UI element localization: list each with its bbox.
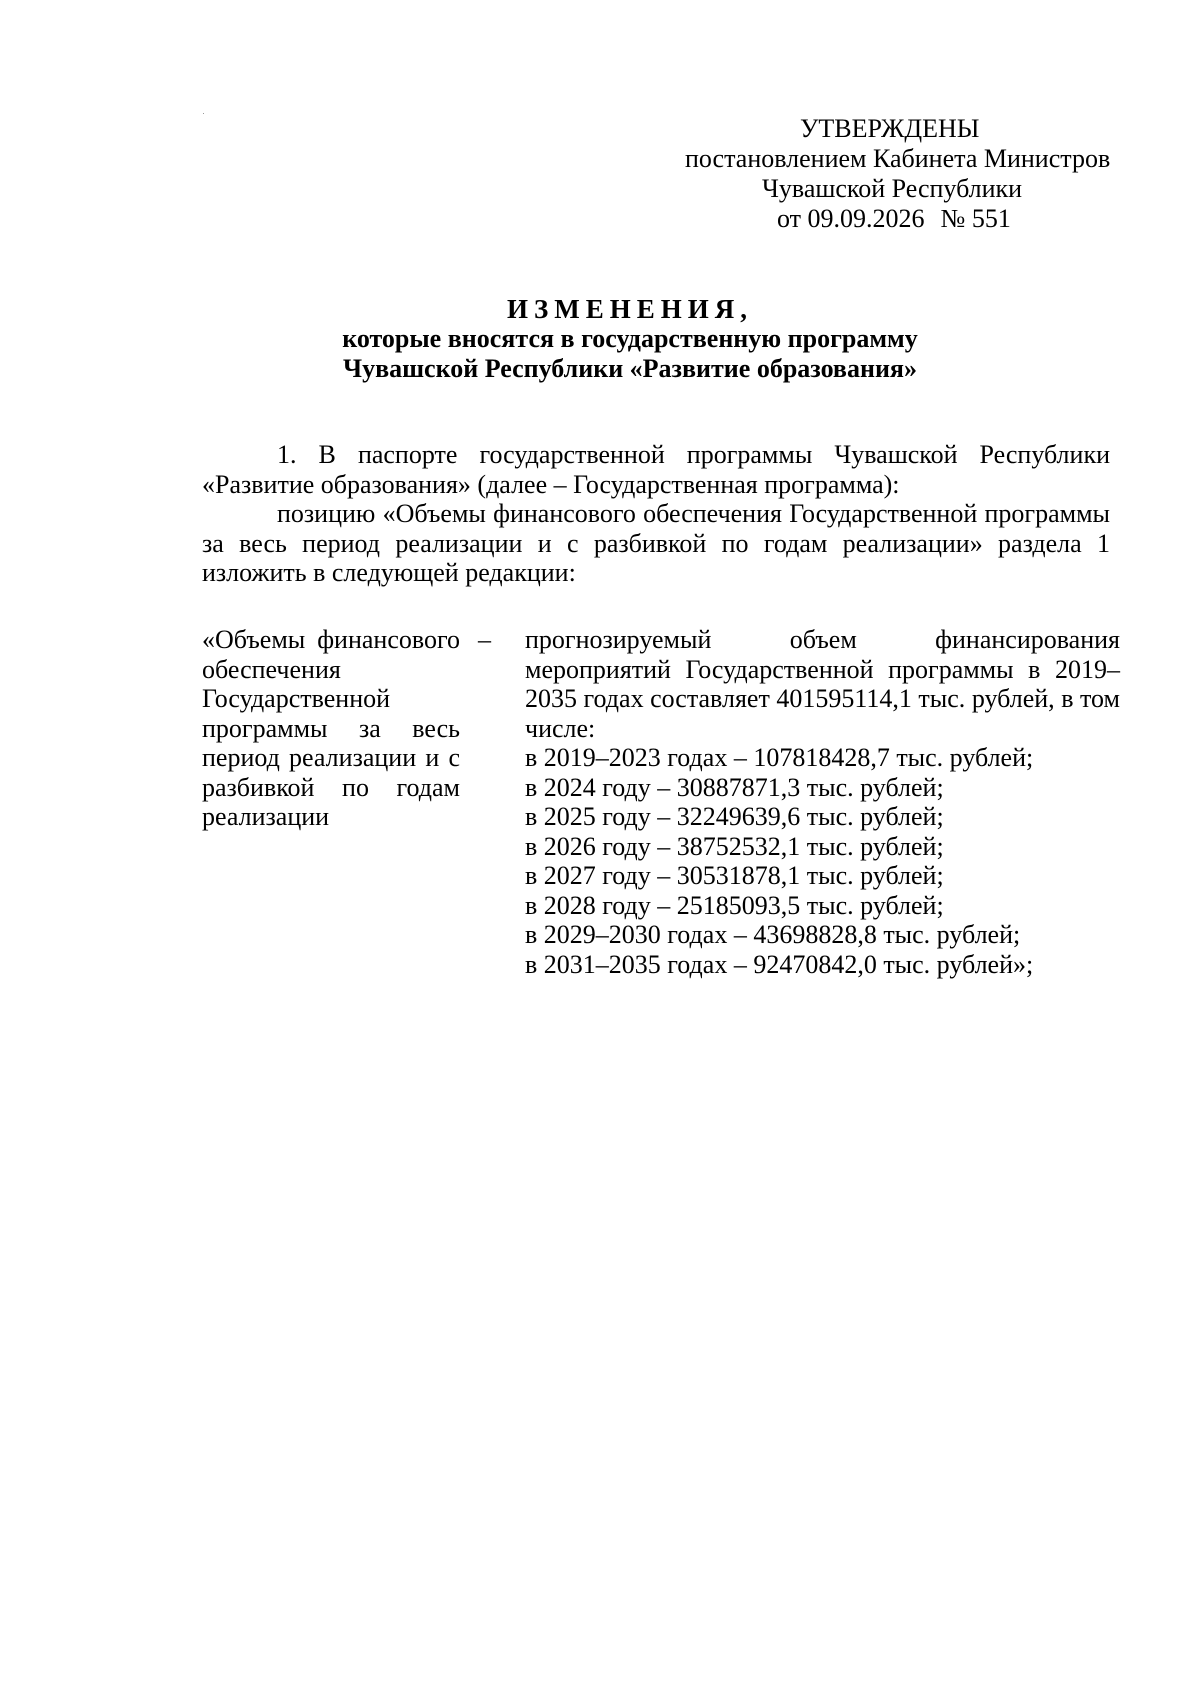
approval-heading: УТВЕРЖДЕНЫ [800,114,980,143]
paragraph-2: позицию «Объемы финансового обеспечения Государственной программы за весь период реализации и с разбивкой по годам реализации» раздела 1 изложить в следующей редакции: [202,499,1110,587]
approval-date: от 09.09.2026 [777,204,925,233]
paragraph-1: 1. В паспорте государственной программы Чувашской Республики «Развитие образования» (далее – Государственная программа): [202,440,1110,499]
approval-date-number [650,204,1170,234]
position-label: «Объемы финансового обеспечения Государственной программы за весь период реализации и с разбивкой по годам реализации [202,625,460,831]
funding-line: в 2029–2030 годах – 43698828,8 тыс. рублей; [525,920,1021,949]
funding-intro: прогнозируемый объем финансирования мероприятий Государственной программы в 2019–2035 годах составляет 401595114,1 тыс. рублей, в том числе: [525,625,1120,743]
position-value [525,625,1120,979]
document-title [190,294,1070,384]
funding-line: в 2024 году – 30887871,3 тыс. рублей; [525,772,944,802]
scan-speck [203,113,204,114]
funding-line: в 2025 году – 32249639,6 тыс. рублей; [525,802,944,831]
funding-line: в 2026 году – 38752532,1 тыс. рублей; [525,831,944,861]
funding-line: в 2019–2023 годах – 107818428,7 тыс. рублей; [525,743,1034,772]
title-subtitle-2: Чувашской Республики «Развитие образования» [342,354,917,383]
funding-line: в 2027 году – 30531878,1 тыс. рублей; [525,861,944,890]
funding-line: в 2031–2035 годах – 92470842,0 тыс. рублей»; [525,949,1034,979]
title-main: ИЗМЕНЕНИЯ, [506,294,753,324]
funding-line: в 2028 году – 25185093,5 тыс. рублей; [525,890,944,920]
document-body [202,440,1110,588]
approval-region: Чувашской Республики [762,174,1023,203]
approval-authority: постановлением Кабинета Министров [685,144,1111,173]
position-separator: – [478,625,491,654]
title-subtitle-1: которые вносятся в государственную программу [342,324,918,353]
approval-stamp [650,114,1170,234]
approval-number: № 551 [940,204,1011,233]
